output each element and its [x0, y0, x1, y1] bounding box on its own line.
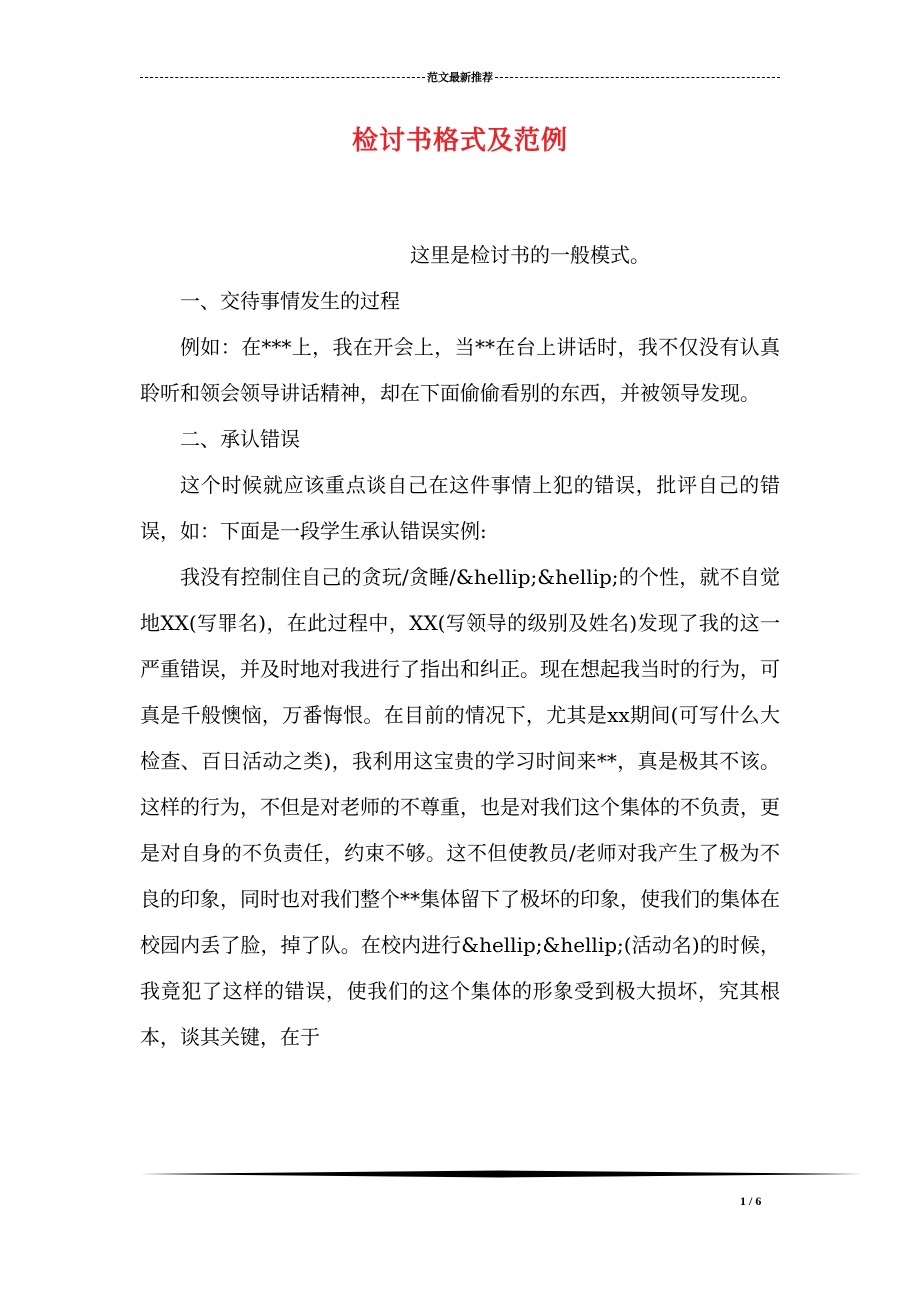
header-dash-left: [140, 77, 425, 78]
footer-rule: [140, 1170, 862, 1178]
paragraph-admit: 这个时候就应该重点谈自己在这件事情上犯的错误，批评自己的错误，如：下面是一段学生承认错误实例:: [140, 473, 780, 543]
intro-paragraph: 这里是检讨书的一般模式。: [410, 243, 650, 267]
section-heading-2: 二、承认错误: [180, 427, 300, 451]
paragraph-example: 例如：在***上，我在开会上，当**在台上讲话时，我不仅没有认真聆听和领会领导讲话精神，却在下面偷偷看别的东西，并被领导发现。: [140, 335, 780, 405]
document-body: [140, 232, 780, 1060]
header-label: 范文最新推荐: [427, 71, 493, 84]
header-rule: [140, 68, 780, 86]
section-heading-1: 一、交待事情发生的过程: [180, 289, 400, 313]
header-dash-right: [495, 77, 780, 78]
paragraph-sample: 我没有控制住自己的贪玩/贪睡/&hellip;&hellip;的个性，就不自觉地XX(写罪名)，在此过程中，XX(写领导的级别及姓名)发现了我的这一严重错误，并及时地对我进行了指出和纠正。现在想起我当时的行为，可真是千般懊恼，万番悔恨。在目前的情况下，尤其是xx期间(可写什么大检查、百日活动之类)，我利用这宝贵的学习时间来**，真是极其不该。这样的行为，不但是对老师的不尊重，也是对我们这个集体的不负责，更是对自身的不负责任，约束不够。这不但使教员/老师对我产生了极为不良的印象，同时也对我们整个**集体留下了极坏的印象，使我们的集体在校园内丢了脸，掉了队。在校内进行&hellip;&hellip;(活动名)的时候，我竟犯了这样的错误，使我们的这个集体的形象受到极大损坏，究其根本，谈其关键，在于: [140, 565, 780, 1049]
page-number: 1 / 6: [740, 1194, 762, 1208]
document-title: 检讨书格式及范例: [351, 126, 568, 156]
